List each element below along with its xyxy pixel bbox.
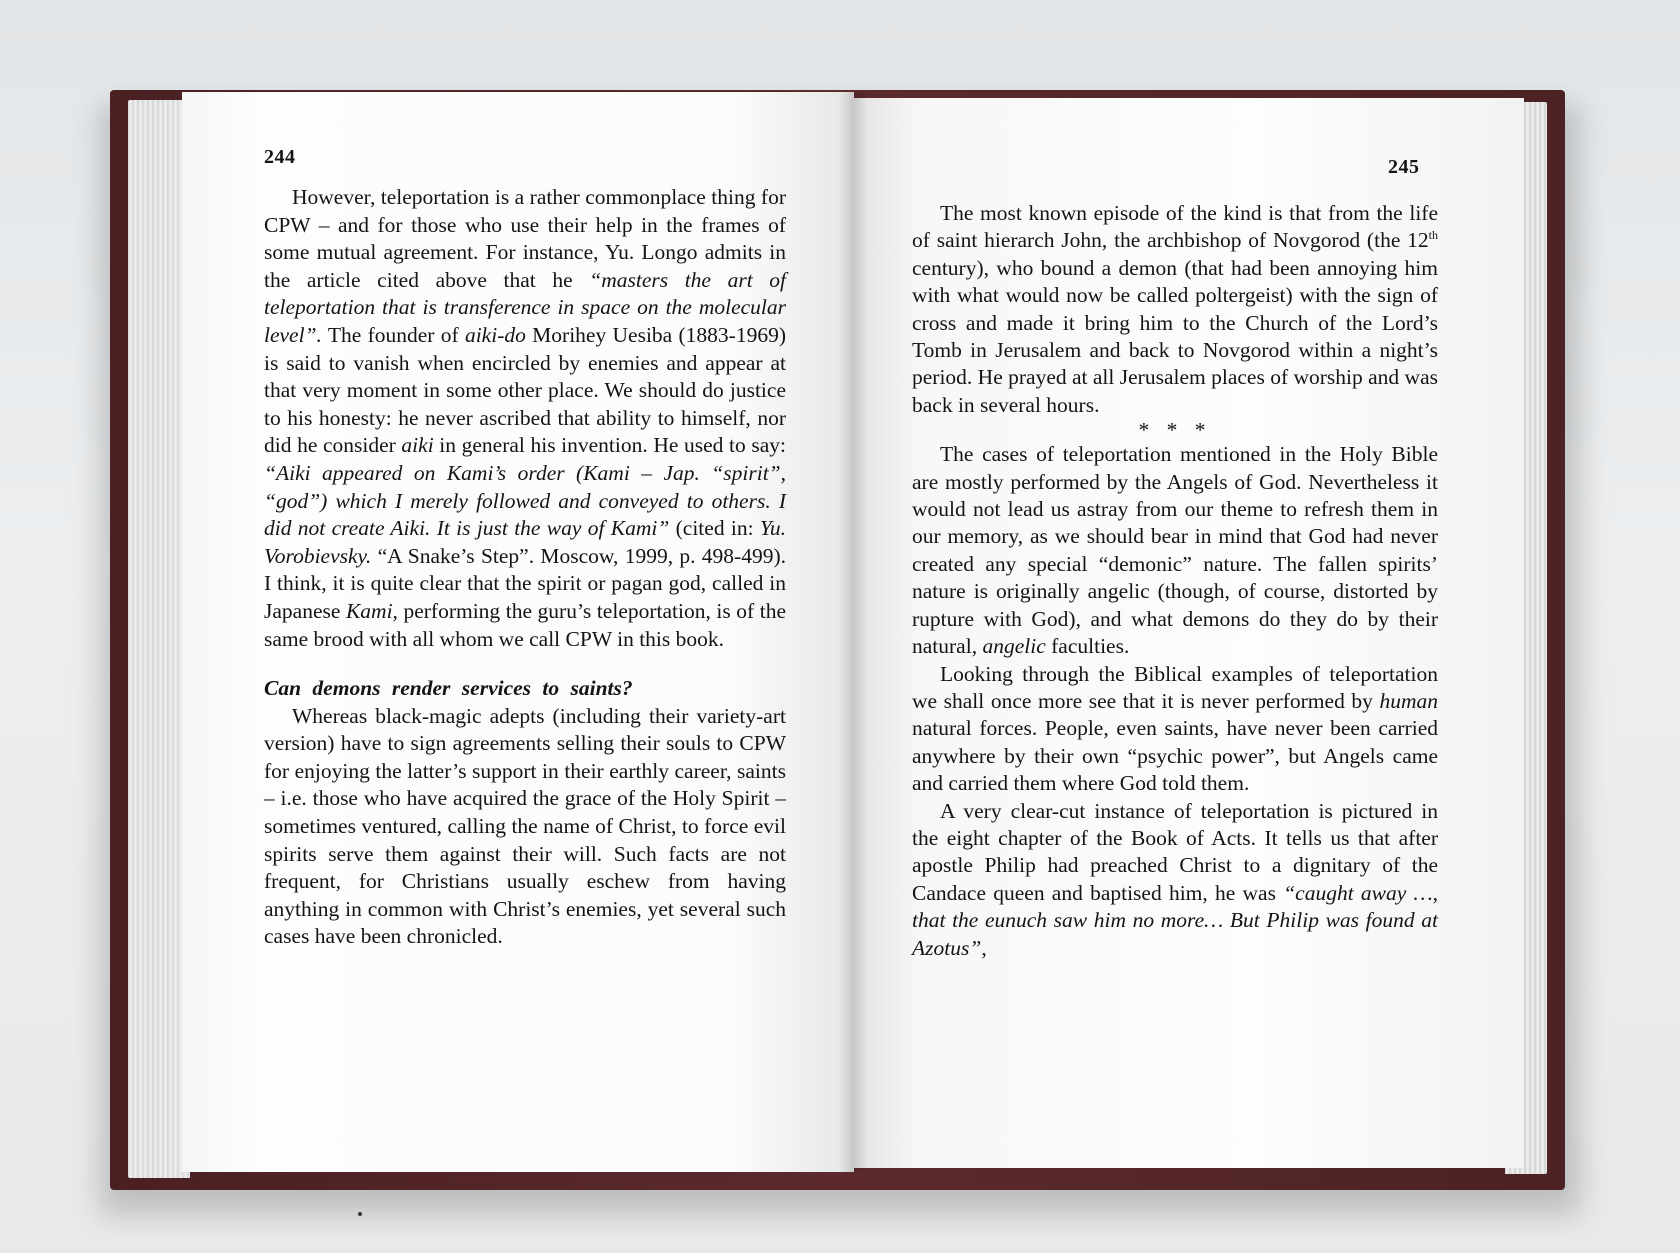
text-run: , [981,935,987,960]
text-run: However, teleportation is a rather commonplace thing for CPW – and for those who use their help in the frames of some mutual agreement. For instance, Yu. Longo admits in the article cited above that he [264,185,786,292]
text-run: The most known episode of the kind is that from the life of saint hierarch John, the archbishop of Novgorod (the 12 [912,201,1438,253]
text-run: Looking through the Biblical examples of teleportation we shall once more see that it is never performed by [912,661,1438,713]
right-page-text [912,200,1438,962]
italic-term: aiki [401,433,434,458]
text-run: performing the guru’s teleportation, is of the same brood with all whom we call CPW in this book. [264,598,787,651]
text-run: The founder of [321,322,465,347]
book-gutter [838,92,868,1172]
page-number-right: 245 [1388,156,1420,178]
text-run: in general his invention. He used to say: [433,433,786,458]
superscript: th [1428,228,1438,243]
text-run: (cited in: [669,516,760,541]
text-run: The cases of teleportation mentioned in the Holy Bible are mostly performed by the Angels of God. Nevertheless it would not lead us astray from our theme to refresh them in our memory, as we should bear in mind that God had never created any special “demonic” nature. The fallen spirits’ nature is originally angelic (though, of course, distorted by rupture with God), and what demons do they do by their natural, [912,442,1438,659]
italic-term: angelic [982,634,1046,659]
italic-quote: “Aiki appeared on Kami’s order (Kami – Jap. “spirit”, “god”) which I merely followed and conveyed to others. I did not create Aiki. It is just the way of Kami” [264,460,786,541]
text-run: natural forces. People, even saints, have never been carried anywhere by their own “psychic power”, but Angels came and carried them where God told them. [912,716,1438,796]
text-run: “A Snake’s Step”. Moscow, 1999, p. 498-499). I think, it is quite clear that the spirit or pagan god, called in Japanese [264,543,786,623]
left-page [182,92,854,1172]
section-separator: * * * [1138,418,1212,443]
page-stack-left [128,100,190,1178]
italic-term: human [1379,688,1438,713]
page-number-left: 244 [264,146,296,168]
right-paragraph-3 [912,661,1438,798]
text-run: Morihey Uesiba (1883-1969) is said to vanish when encircled by enemies and appear at that very moment in some other place. We should do justice to his honesty: he never ascribed that ability to himself, nor did he consider [264,322,786,458]
right-paragraph-2 [912,441,1438,660]
left-page-text [264,184,786,951]
right-paragraph-1 [912,200,1438,419]
italic-author: Yu. Vorobievsky. [264,516,786,568]
text-run: A very clear-cut instance of teleportation is pictured in the eight chapter of the Book of Acts. It tells us that after apostle Philip had preached Christ to a dignitary of the Candace queen and baptised him, he was [912,798,1438,905]
text-run: century), who bound a demon (that had been annoying him with what would now be called poltergeist) with the sign of cross and made it bring him to the Church of the Lord’s Tomb in Jerusalem and back to Novgorod within a night’s period. He prayed at all Jerusalem places of worship and was back in several hours. [912,255,1438,417]
right-paragraph-4 [912,798,1438,962]
italic-term: aiki-do [464,322,526,347]
left-paragraph-2: Whereas black-magic adepts (including their variety-art version) have to sign agreements selling their souls to CPW for enjoying the latter’s support in their earthly career, saints – i.e. those who have acquired the grace of the Holy Spirit – sometimes ventured, calling the name of Christ, to force evil spirits serve them against their will. Such facts are not frequent, for Christians usually eschew from having anything in common with Christ’s enemies, yet several such cases have been chronicled. [264,703,786,949]
text-run: faculties. [1045,634,1130,659]
italic-quote: “caught away …, that the eunuch saw him no more… But Philip was found at Azotus” [912,880,1438,960]
right-page [852,98,1524,1168]
left-paragraph-1 [264,184,786,653]
section-heading: Can demons render services to saints? [264,676,633,701]
dust-speck [358,1212,362,1216]
italic-term: Kami, [345,598,398,623]
italic-quote: “masters the art of teleportation that is transference in space on the molecular level”. [264,267,786,347]
